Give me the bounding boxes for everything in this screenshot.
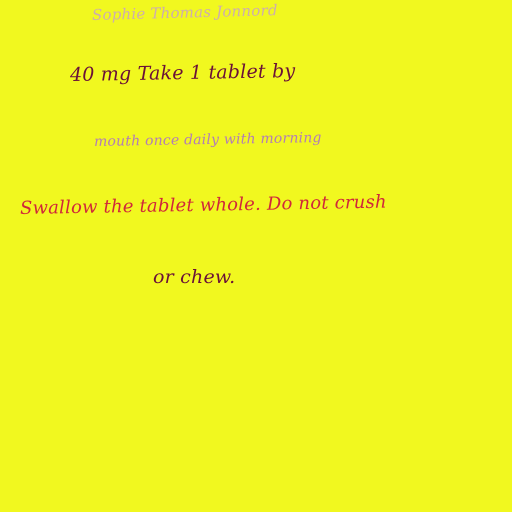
note-line-instruction: Swallow the tablet whole. Do not crush: [19, 191, 387, 219]
note-line-route: mouth once daily with morning: [93, 130, 322, 150]
note-line-instruction-end: or chew.: [153, 266, 236, 288]
note-line-name: Sophie Thomas Jonnord: [91, 1, 278, 24]
note-line-dosage: 40 mg Take 1 tablet by: [69, 60, 296, 86]
